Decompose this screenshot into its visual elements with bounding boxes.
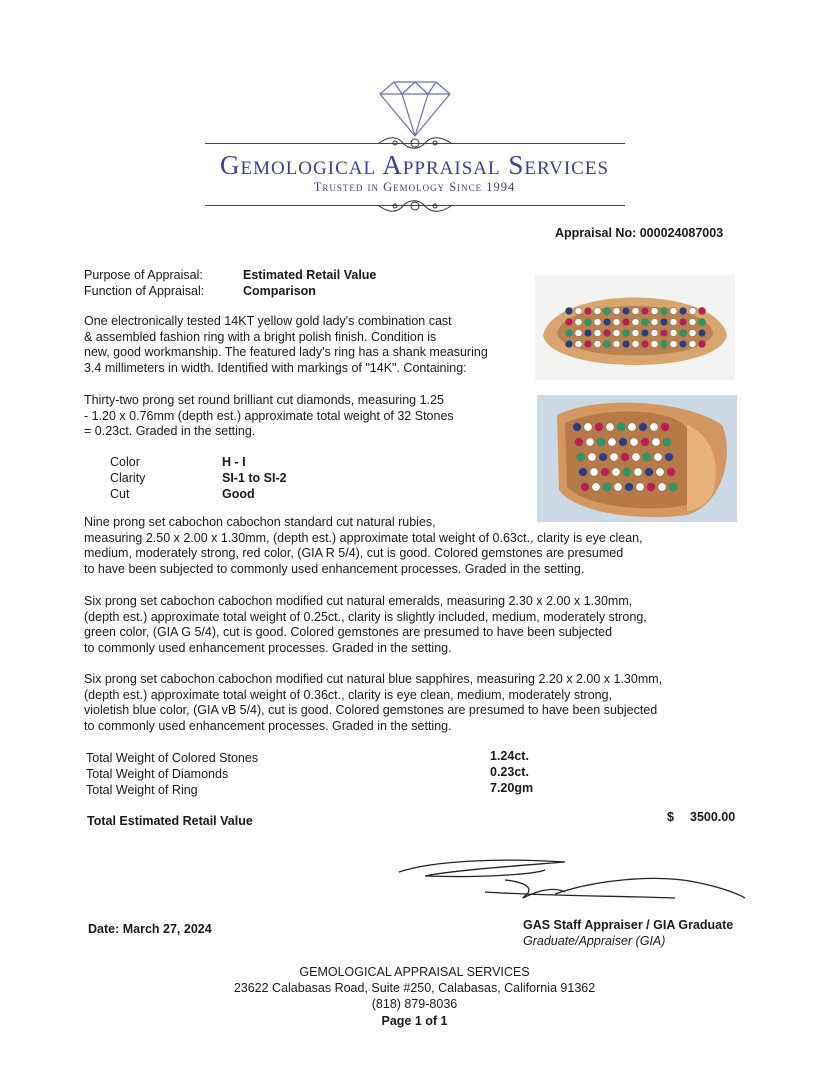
total-colored-label: Total Weight of Colored Stones xyxy=(86,751,259,765)
gemstone xyxy=(689,340,696,347)
gemstone xyxy=(595,423,603,431)
clarity-label: Clarity xyxy=(110,471,146,485)
gemstone xyxy=(617,423,625,431)
gemstone xyxy=(594,329,601,336)
gemstone xyxy=(565,329,572,336)
gemstone xyxy=(603,318,610,325)
retail-value: 3500.00 xyxy=(690,810,736,824)
gemstone xyxy=(698,307,705,314)
bottom-flourish-icon xyxy=(375,197,455,215)
purpose-value: Estimated Retail Value xyxy=(243,268,377,282)
cut-value: Good xyxy=(222,487,255,501)
clarity-value: SI-1 to SI-2 xyxy=(222,471,287,485)
gemstone xyxy=(590,468,598,476)
gemstone xyxy=(577,453,585,461)
gemstone xyxy=(632,318,639,325)
gemstone xyxy=(579,468,587,476)
gemstone xyxy=(641,340,648,347)
gemstone xyxy=(584,329,591,336)
gemstone xyxy=(575,340,582,347)
gemstone xyxy=(698,340,705,347)
gemstone xyxy=(573,423,581,431)
gemstone xyxy=(660,307,667,314)
footer-page: Page 1 of 1 xyxy=(381,1014,448,1028)
gemstone xyxy=(647,483,655,491)
gemstone xyxy=(613,307,620,314)
gemstone xyxy=(679,329,686,336)
appraisal-number: Appraisal No: 000024087003 xyxy=(555,226,724,240)
company-name: Gemological Appraisal Services xyxy=(219,150,610,180)
gemstone xyxy=(581,483,589,491)
gemstone xyxy=(588,453,596,461)
diamond-logo-icon xyxy=(370,78,460,142)
emeralds-line: Six prong set cabochon cabochon modified cut natural emeralds, measuring 2.30 x 2.00 x 1.30mm, xyxy=(84,594,633,608)
gemstone xyxy=(613,318,620,325)
gemstone xyxy=(625,483,633,491)
gemstone xyxy=(622,329,629,336)
gemstone xyxy=(679,307,686,314)
gemstone xyxy=(584,307,591,314)
gemstone xyxy=(660,340,667,347)
gemstone xyxy=(586,438,594,446)
gemstone xyxy=(592,483,600,491)
rubies-line: to have been subjected to commonly used enhancement processes. Graded in the setting. xyxy=(84,561,585,576)
gemstone xyxy=(641,329,648,336)
gemstone xyxy=(632,307,639,314)
gemstone xyxy=(689,307,696,314)
diamonds-line: - 1.20 x 0.76mm (depth est.) approximate total weight of 32 Stones xyxy=(84,408,454,423)
gemstone xyxy=(614,483,622,491)
gemstone xyxy=(641,307,648,314)
gemstone xyxy=(628,423,636,431)
gemstone xyxy=(632,329,639,336)
gemstone xyxy=(594,307,601,314)
gemstone xyxy=(670,329,677,336)
gemstone xyxy=(603,329,610,336)
total-ring-label: Total Weight of Ring xyxy=(86,783,198,797)
gemstone xyxy=(651,340,658,347)
gemstone xyxy=(610,453,618,461)
description-line: One electronically tested 14KT yellow gold lady's combination cast xyxy=(84,314,452,328)
gemstone xyxy=(651,318,658,325)
gemstone xyxy=(641,438,649,446)
gemstone xyxy=(632,453,640,461)
gemstone xyxy=(575,318,582,325)
sapphires-line: to commonly used enhancement processes. Graded in the setting. xyxy=(84,718,452,733)
ring-photo-top xyxy=(535,275,735,380)
gemstone xyxy=(606,423,614,431)
function-label: Function of Appraisal: xyxy=(84,284,205,298)
ring-photo-angle xyxy=(537,395,737,522)
gemstone xyxy=(650,423,658,431)
rubies-line: measuring 2.50 x 2.00 x 1.30mm, (depth est.) approximate total weight of 0.63ct., clarity is eye clean, xyxy=(84,530,643,545)
gemstone xyxy=(622,307,629,314)
gemstone xyxy=(660,318,667,325)
color-label: Color xyxy=(110,455,140,469)
rubies-line: Nine prong set cabochon cabochon standard cut natural rubies, xyxy=(84,515,436,529)
gemstone xyxy=(698,318,705,325)
gemstone xyxy=(645,468,653,476)
emeralds-description xyxy=(84,594,724,656)
gemstone xyxy=(654,453,662,461)
gemstone xyxy=(665,453,673,461)
diamonds-line: Thirty-two prong set round brilliant cut diamonds, measuring 1.25 xyxy=(84,393,444,407)
emeralds-line: green color, (GIA G 5/4), cut is good. Colored gemstones are presumed to have been subjected xyxy=(84,625,613,639)
description-line: & assembled fashion ring with a bright polish finish. Condition is xyxy=(84,329,437,344)
emeralds-line: to commonly used enhancement processes. Graded in the setting. xyxy=(84,640,452,655)
gemstone xyxy=(658,483,666,491)
gemstone xyxy=(661,423,669,431)
gemstone xyxy=(670,318,677,325)
color-value: H - I xyxy=(222,455,246,469)
gemstone xyxy=(613,329,620,336)
appraiser-title: GAS Staff Appraiser / GIA Graduate xyxy=(523,918,734,932)
gemstone xyxy=(679,318,686,325)
retail-currency: $ xyxy=(667,810,674,824)
gemstone xyxy=(698,329,705,336)
gemstone xyxy=(669,483,677,491)
sapphires-line: violetish blue color, (GIA vB 5/4), cut is good. Colored gemstones are presumed to have been subjected xyxy=(84,703,658,717)
gemstone xyxy=(575,438,583,446)
gemstone xyxy=(641,318,648,325)
gemstone xyxy=(660,329,667,336)
gemstone xyxy=(619,438,627,446)
gemstone xyxy=(575,307,582,314)
gemstone xyxy=(622,340,629,347)
gemstone xyxy=(603,340,610,347)
purpose-label: Purpose of Appraisal: xyxy=(84,268,203,282)
company-tagline: Trusted in Gemology Since 1994 xyxy=(313,180,516,194)
cut-label: Cut xyxy=(110,487,130,501)
gemstone xyxy=(656,468,664,476)
gemstone xyxy=(601,468,609,476)
gemstone xyxy=(670,340,677,347)
gemstone xyxy=(594,318,601,325)
gemstone xyxy=(632,340,639,347)
rubies-description xyxy=(84,515,724,577)
gemstone xyxy=(565,340,572,347)
gemstone xyxy=(612,468,620,476)
appraiser-subtitle: Graduate/Appraiser (GIA) xyxy=(523,934,666,948)
gemstone xyxy=(599,453,607,461)
gemstone xyxy=(622,318,629,325)
footer-address: 23622 Calabasas Road, Suite #250, Calabasas, California 91362 xyxy=(233,981,596,995)
emeralds-line: (depth est.) approximate total weight of 0.25ct., clarity is slightly included, medium, moderately strong, xyxy=(84,609,647,624)
gemstone xyxy=(597,438,605,446)
gemstone xyxy=(623,468,631,476)
gemstone xyxy=(639,423,647,431)
sapphires-description xyxy=(84,672,724,734)
gemstone xyxy=(651,329,658,336)
footer-phone: (818) 879-8036 xyxy=(371,997,458,1011)
gemstone xyxy=(689,318,696,325)
gemstone xyxy=(636,483,644,491)
gemstone xyxy=(613,340,620,347)
gemstone xyxy=(652,438,660,446)
gemstone xyxy=(603,483,611,491)
gemstone xyxy=(634,468,642,476)
total-diamonds-value: 0.23ct. xyxy=(490,765,529,779)
gemstone xyxy=(621,453,629,461)
footer-company: GEMOLOGICAL APPRAISAL SERVICES xyxy=(299,965,530,979)
function-value: Comparison xyxy=(243,284,316,298)
appraiser-signature xyxy=(395,852,750,912)
gemstone xyxy=(663,438,671,446)
gemstone xyxy=(679,340,686,347)
gemstone xyxy=(584,318,591,325)
total-colored-value: 1.24ct. xyxy=(490,749,529,763)
gemstone xyxy=(689,329,696,336)
gemstone xyxy=(603,307,610,314)
gemstone xyxy=(651,307,658,314)
gemstone xyxy=(584,340,591,347)
gemstone xyxy=(584,423,592,431)
gemstone xyxy=(575,329,582,336)
diamonds-line: = 0.23ct. Graded in the setting. xyxy=(84,424,256,438)
retail-value-label: Total Estimated Retail Value xyxy=(87,814,253,828)
gemstone xyxy=(667,468,675,476)
gemstone xyxy=(594,340,601,347)
description-line: 3.4 millimeters in width. Identified with markings of "14K". Containing: xyxy=(84,360,467,375)
description-line: new, good workmanship. The featured lady's ring has a shank measuring xyxy=(84,345,488,359)
gemstone xyxy=(630,438,638,446)
total-ring-value: 7.20gm xyxy=(490,781,534,795)
gemstone xyxy=(565,307,572,314)
gemstone xyxy=(670,307,677,314)
rubies-line: medium, moderately strong, red color, (GIA R 5/4), cut is good. Colored gemstones are presumed xyxy=(84,546,624,560)
sapphires-line: (depth est.) approximate total weight of 0.36ct., clarity is eye clean, medium, moderately strong, xyxy=(84,687,613,702)
gemstone xyxy=(608,438,616,446)
gemstone xyxy=(643,453,651,461)
appraisal-date: Date: March 27, 2024 xyxy=(88,922,212,936)
sapphires-line: Six prong set cabochon cabochon modified cut natural blue sapphires, measuring 2.20 x 2.00 x 1.30mm, xyxy=(84,672,663,686)
total-diamonds-label: Total Weight of Diamonds xyxy=(86,767,229,781)
gemstone xyxy=(565,318,572,325)
